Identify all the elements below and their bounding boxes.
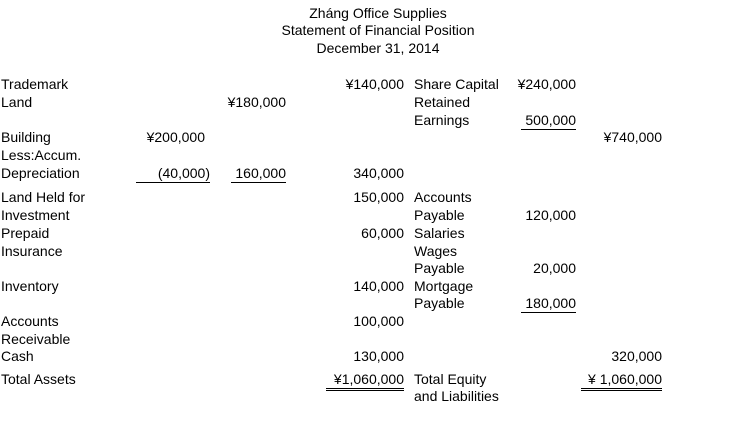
ppe-total-value: 340,000 [353, 165, 404, 181]
trademark-label: Trademark [1, 76, 69, 92]
accounts-receivable-value: 100,000 [353, 313, 404, 329]
prepaid-label: Prepaid [1, 225, 50, 241]
cash-label: Cash [1, 348, 34, 364]
accounts-payable-label: Accounts [414, 189, 472, 205]
retained-earnings-label-2: Earnings [414, 112, 470, 128]
total-equity-liabilities-value: ¥ 1,060,000 [581, 371, 662, 391]
mortgage-value: 180,000 [521, 295, 576, 313]
building-net-value: 160,000 [231, 165, 286, 183]
liabilities-total-value: 320,000 [611, 348, 662, 364]
mortgage-label-2: Payable [414, 295, 465, 311]
equity-total-value: ¥740,000 [603, 129, 662, 145]
inventory-label: Inventory [1, 278, 59, 294]
accounts-payable-value: 120,000 [525, 207, 576, 223]
salaries-label: Salaries [414, 225, 465, 241]
total-assets-value: ¥1,060,000 [326, 371, 404, 391]
prepaid-label-2: Insurance [1, 243, 63, 259]
land-label: Land [1, 94, 33, 110]
land-held-value: 150,000 [353, 189, 404, 205]
total-assets-label: Total Assets [1, 371, 76, 387]
accounts-receivable-label-2: Receivable [1, 331, 71, 347]
cash-value: 130,000 [353, 348, 404, 364]
retained-earnings-value: 500,000 [521, 112, 576, 130]
salaries-label-3: Payable [414, 260, 465, 276]
statement-date: December 31, 2014 [316, 40, 440, 56]
building-label: Building [1, 129, 51, 145]
accounts-payable-label-2: Payable [414, 207, 465, 223]
building-value: ¥200,000 [146, 129, 205, 145]
total-equity-liabilities-label: Total Equity [414, 371, 487, 387]
mortgage-label: Mortgage [414, 278, 474, 294]
depreciation-label: Depreciation [1, 165, 80, 181]
statement-title: Statement of Financial Position [281, 22, 475, 38]
total-equity-liabilities-label-2: and Liabilities [414, 388, 499, 404]
salaries-label-2: Wages [414, 243, 458, 259]
depreciation-value: (40,000) [136, 165, 210, 183]
retained-earnings-label: Retained [414, 94, 471, 110]
land-value: ¥180,000 [227, 94, 286, 110]
prepaid-value: 60,000 [361, 225, 404, 241]
share-capital-label: Share Capital [414, 76, 499, 92]
land-held-label-2: Investment [1, 207, 70, 223]
land-held-label: Land Held for [1, 189, 86, 205]
salaries-value: 20,000 [533, 260, 576, 276]
share-capital-value: ¥240,000 [517, 76, 576, 92]
inventory-value: 140,000 [353, 278, 404, 294]
company-name: Zháng Office Supplies [309, 5, 447, 21]
accounts-receivable-label: Accounts [1, 313, 59, 329]
less-accum-label: Less:Accum. [1, 147, 82, 163]
trademark-value: ¥140,000 [345, 76, 404, 92]
